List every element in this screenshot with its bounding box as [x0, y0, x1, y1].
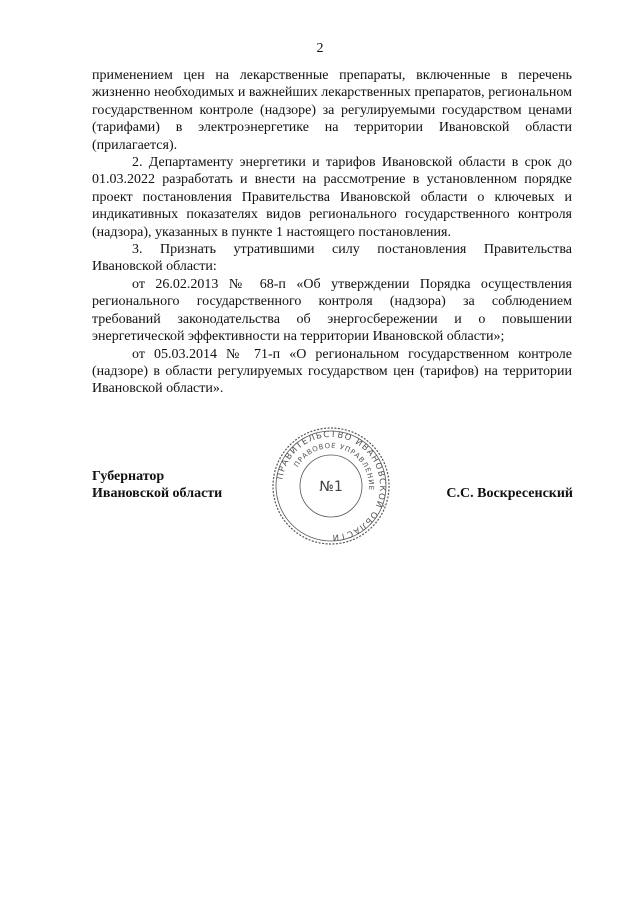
- paragraph-3-item-2: от 05.03.2014 № 71-п «О региональном государственном контроле (надзоре) в области регулируемых государством цен (тарифов) на территории Ивановской области».: [92, 346, 572, 397]
- signatory-title-line1: Губернатор: [92, 469, 165, 484]
- paragraph-1-continuation: применением цен на лекарственные препараты, включенные в перечень жизненно необходимых и важнейших лекарственных препаратов, региональном государственном контроле (надзоре) за регулируемыми государством ценами (тарифами) в электроэнергетике на территории Ивановской области (прилагается).: [92, 68, 572, 153]
- paragraph-3-item-1: от 26.02.2013 № 68-п «Об утверждении Порядка осуществления регионального государственного контроля (надзора) за соблюдением требований законодательства об энергосбережении и о повышении энергетической эффективности на территории Ивановской области»;: [92, 276, 572, 345]
- official-seal: [270, 425, 392, 547]
- paragraph-3: 3. Признать утратившими силу постановления Правительства Ивановской области:: [92, 242, 572, 275]
- seal-number: №1: [319, 479, 343, 495]
- seal-outer-text: ПРАВИТЕЛЬСТВО ИВАНОВСКОЙ ОБЛАСТИ: [275, 429, 388, 543]
- document-body: [92, 67, 572, 398]
- signatory-title: [92, 468, 222, 502]
- page-number: 2: [316, 41, 324, 56]
- paragraph-2: 2. Департаменту энергетики и тарифов Ивановской области в срок до 01.03.2022 разработать и внести на рассмотрение в установленном порядке проект постановления Правительства Ивановской области о ключевых и индикативных показателях видов регионального государственного контроля (надзора), указанных в пункте 1 настоящего постановления.: [92, 155, 572, 240]
- signatory-title-line2: Ивановской области: [92, 486, 223, 501]
- signatory-name: С.С. Воскресенский: [446, 486, 573, 501]
- seal-inner-text: ПРАВОВОЕ УПРАВЛЕНИЕ: [292, 441, 376, 492]
